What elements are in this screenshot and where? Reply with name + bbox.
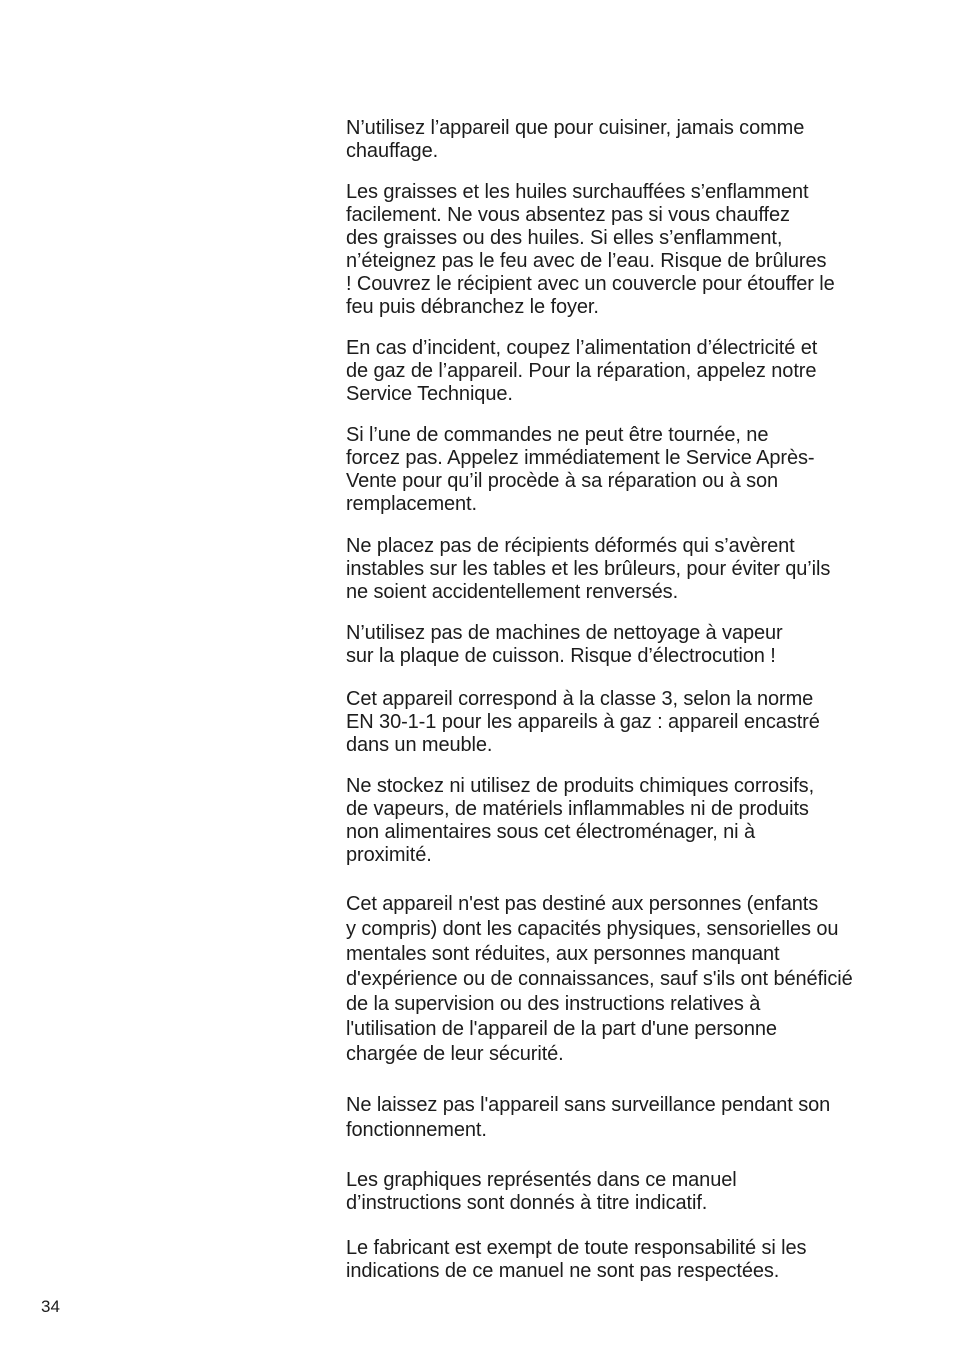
- paragraph-graphics: Les graphiques représentés dans ce manuel d’instructions sont donnés à titre indicatif.: [346, 1169, 737, 1214]
- paragraph-cooking-only: N’utilisez l’appareil que pour cuisiner, jamais comme chauffage.: [346, 117, 805, 162]
- paragraph-incident: En cas d’incident, coupez l’alimentation d’électricité et de gaz de l’appareil. Pour la réparation, appelez notre Service Technique.: [346, 337, 818, 405]
- page-number: 34: [41, 1297, 60, 1316]
- paragraph-overheated-fats: Les graisses et les huiles surchauffées s’enflamment facilement. Ne vous absentez pas si vous chauffez des graisses ou des huiles. Si elles s’enflamment, n’éteignez pas le feu avec de l’eau. Risque de brûlures ! Couvrez le récipient avec un couvercle pour étouffer le feu puis débranchez le foyer.: [346, 181, 835, 318]
- paragraph-reduced-capacities: Cet appareil n'est pas destiné aux personnes (enfants y compris) dont les capacités physiques, sensorielles ou mentales sont réduites, aux personnes manquant d'expérience ou de connaissances, sauf s'ils ont bénéficié de la supervision ou des instructions relatives à l'utilisation de l'appareil de la part d'une personne chargée de leur sécurité.: [346, 893, 853, 1065]
- paragraph-supervision: Ne laissez pas l'appareil sans surveillance pendant son fonctionnement.: [346, 1094, 831, 1141]
- paragraph-controls: Si l’une de commandes ne peut être tournée, ne forcez pas. Appelez immédiatement le Service Après- Vente pour qu’il procède à sa réparation ou à son remplacement.: [346, 424, 815, 515]
- paragraph-deformed-containers: Ne placez pas de récipients déformés qui s’avèrent instables sur les tables et les brûleurs, pour éviter qu’ils ne soient accidentellement renversés.: [346, 535, 831, 603]
- paragraph-class-3: Cet appareil correspond à la classe 3, selon la norme EN 30-1-1 pour les appareils à gaz : appareil encastré dans un meuble.: [346, 688, 820, 756]
- paragraph-manufacturer: Le fabricant est exempt de toute responsabilité si les indications de ce manuel ne sont pas respectées.: [346, 1237, 807, 1282]
- paragraph-chemicals: Ne stockez ni utilisez de produits chimiques corrosifs, de vapeurs, de matériels inflammables ni de produits non alimentaires sous cet électroménager, ni à proximité.: [346, 775, 815, 866]
- paragraph-steam-cleaners: N’utilisez pas de machines de nettoyage à vapeur sur la plaque de cuisson. Risque d’électrocution !: [346, 622, 783, 667]
